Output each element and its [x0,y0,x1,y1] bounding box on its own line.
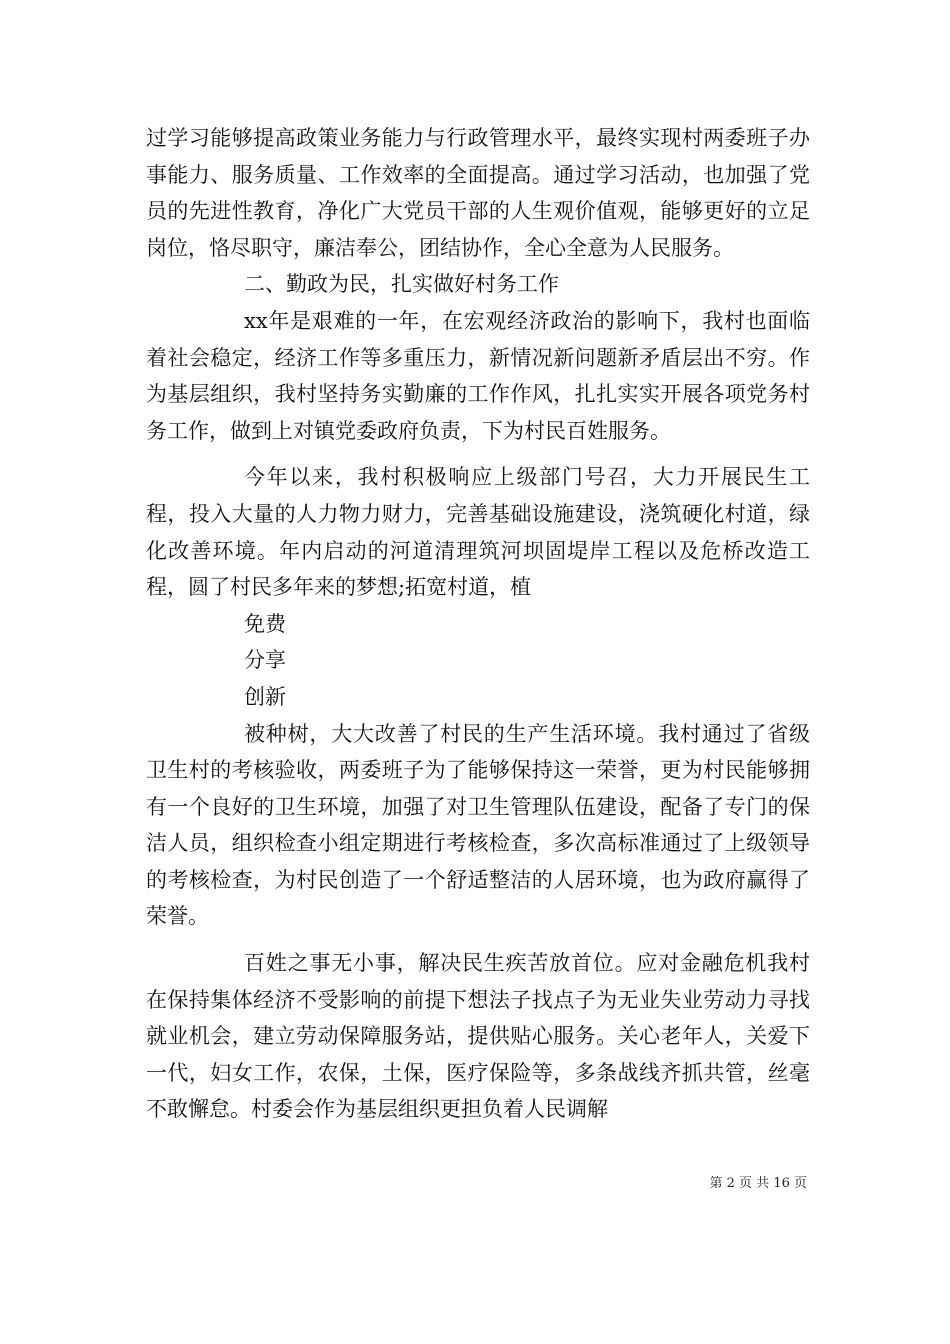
paragraph-sanitation: 被种树，大大改善了村民的生产生活环境。我村通过了省级卫生村的考核验收，两委班子为了能够保持这一荣誉，更为村民能够拥有一个良好的卫生环境，加强了对卫生管理队伍建设，配备了专门的保洁人员，组织检查小组定期进行考核检查，多次高标准通过了上级领导的考核检查，为村民创造了一个舒适整洁的人居环境，也为政府赢得了荣誉。 [146,721,810,929]
paragraph-people-matters: 百姓之事无小事，解决民生疾苦放首位。应对金融危机我村在保持集体经济不受影响的前提下想法子找点子为无业失业劳动力寻找就业机会，建立劳动保障服务站，提供贴心服务。关心老年人，关爱下一代，妇女工作，农保，土保，医疗保险等，多条战线齐抓共管，丝毫不敢懈怠。村委会作为基层组织更担负着人民调解 [146,951,810,1122]
paragraph-gap [146,935,810,945]
paragraph-livelihood-projects: 今年以来，我村积极响应上级部门号召，大力开展民生工程，投入大量的人力物力财力，完善基础设施建设，浇筑硬化村道，绿化改善环境。年内启动的河道清理筑河坝固堤岸工程以及危桥改造工程，圆了村民多年来的梦想;拓宽村道，植 [146,465,810,600]
paragraph-gap [146,449,810,459]
document-body [146,120,810,1128]
page-number-footer: 第 2 页 共 16 页 [709,1176,807,1191]
watermark-word-free: 免费 [244,611,286,636]
section-heading-2: 二、勤政为民，扎实做好村务工作 [244,272,559,297]
paragraph-study: 过学习能够提高政策业务能力与行政管理水平，最终实现村两委班子办事能力、服务质量、工作效率的全面提高。通过学习活动，也加强了党员的先进性教育，净化广大党员干部的人生观价值观，能够更好的立足岗位，恪尽职守，廉洁奉公，团结协作，全心全意为人民服务。 [146,126,810,260]
paragraph-difficult-year: xx年是艰难的一年，在宏观经济政治的影响下，我村也面临着社会稳定，经济工作等多重压力，新情况新问题新矛盾层出不穷。作为基层组织，我村坚持务实勤廉的工作作风，扎扎实实开展各项党务村务工作，做到上对镇党委政府负责，下为村民百姓服务。 [146,308,810,443]
watermark-word-innovate: 创新 [244,684,286,709]
watermark-word-share: 分享 [244,648,286,673]
